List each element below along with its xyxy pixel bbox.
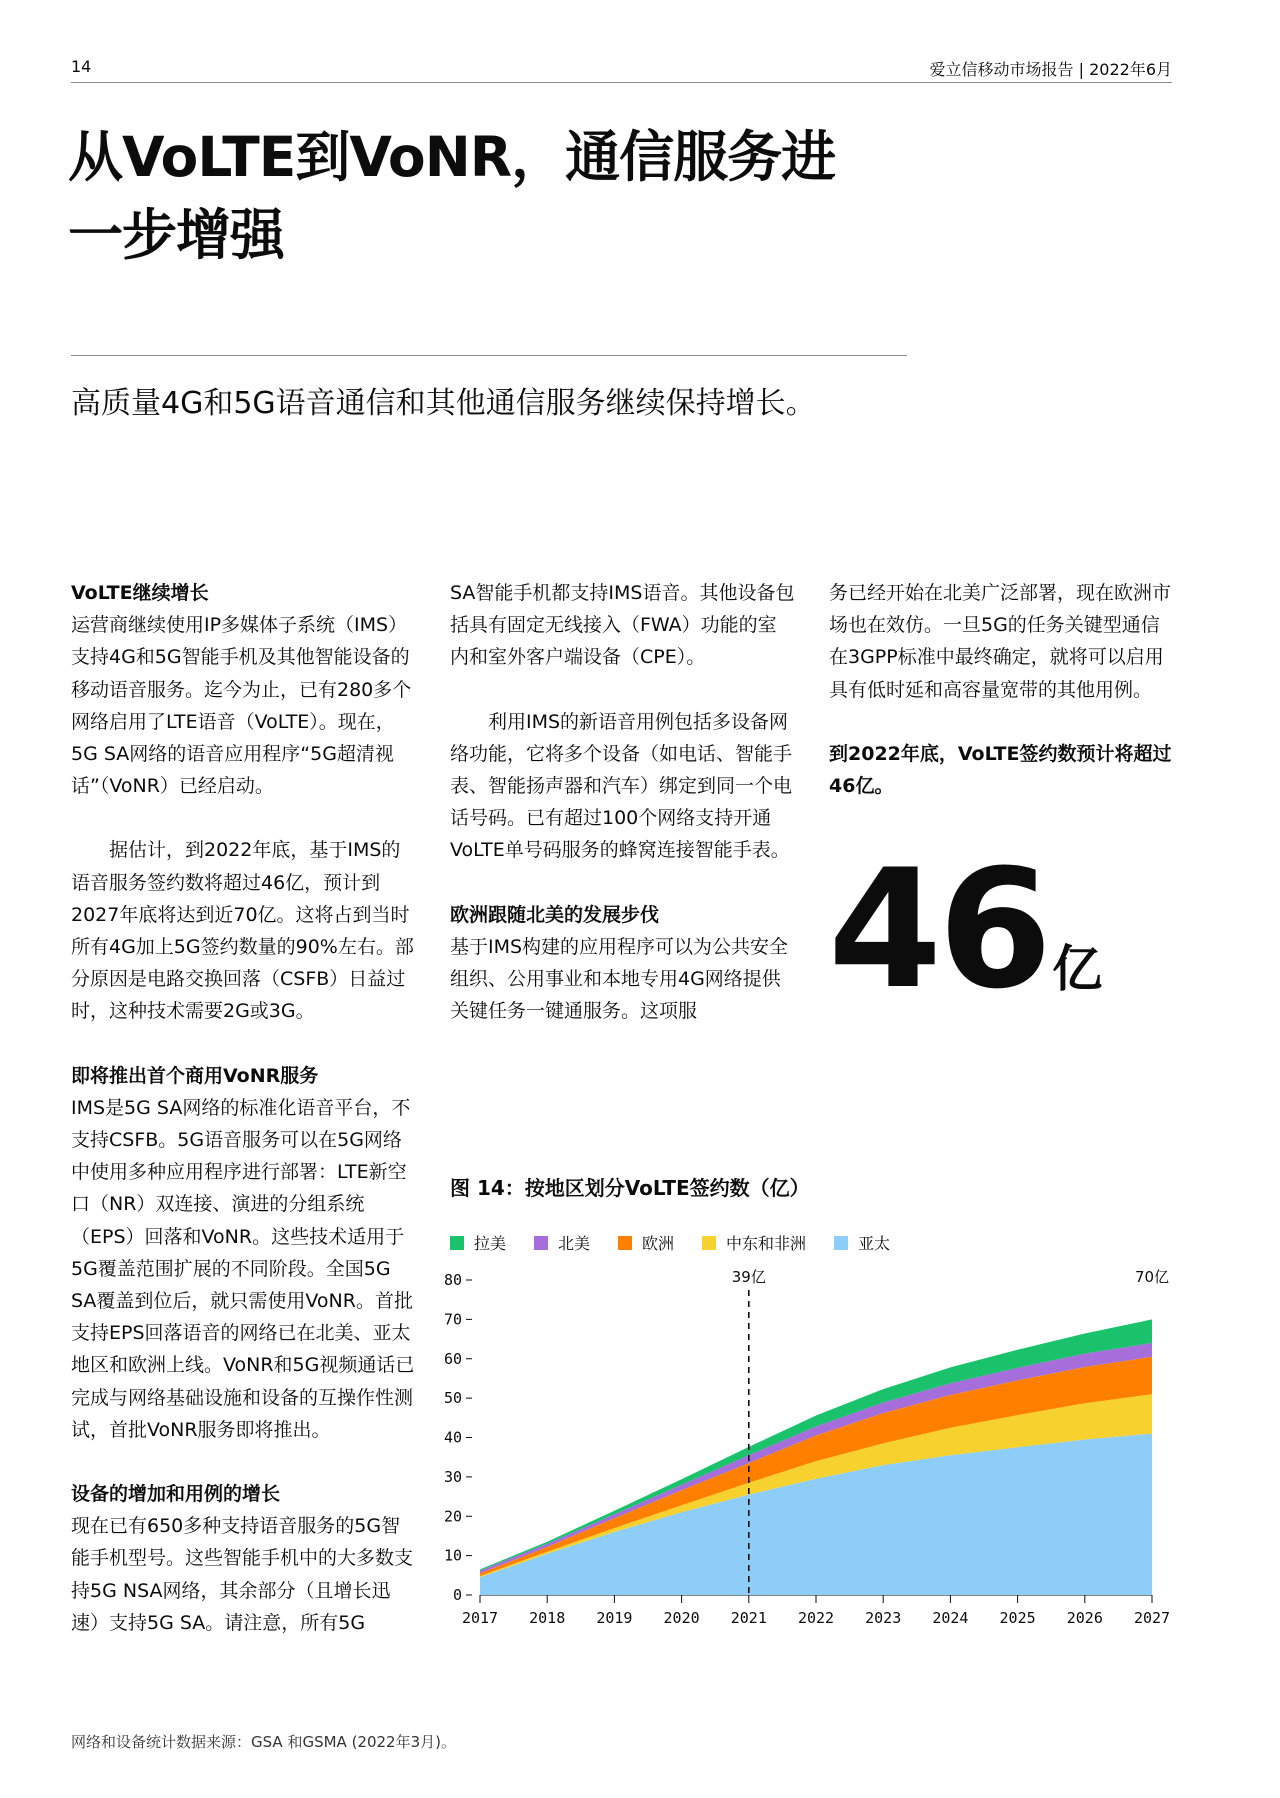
text-column-3 — [829, 577, 1174, 802]
legend-swatch — [534, 1236, 548, 1250]
x-tick-label: 2026 — [1066, 1609, 1103, 1627]
y-tick-label: 20 — [443, 1507, 462, 1526]
big-unit: 亿 — [1052, 940, 1103, 998]
legend-label: 中东和非洲 — [726, 1234, 807, 1253]
subtitle: 高质量4G和5G语音通信和其他通信服务继续保持增长。 — [71, 386, 816, 421]
text-column-2 — [450, 577, 795, 1027]
x-tick-label: 2027 — [1133, 1609, 1171, 1627]
x-tick-label: 2023 — [865, 1609, 902, 1627]
y-tick-label: 60 — [443, 1349, 462, 1368]
x-tick-label: 2025 — [999, 1609, 1036, 1627]
paragraph: 现在已有650多种支持语音服务的5G智能手机型号。这些智能手机中的大多数支持5G NSA网络，其余部分（且增长迅速）支持5G SA。请注意，所有5G — [71, 1515, 414, 1634]
y-tick-label: 80 — [443, 1271, 462, 1289]
header-divider — [71, 82, 1172, 83]
paragraph: 据估计，到2022年底，基于IMS的语音服务签约数将超过46亿，预计到2027年底将达到近70亿。这将占到当时所有4G加上5G签约数量的90%左右。部分原因是电路交换回落（CSFB）日益过时，这种技术需要2G或3G。 — [71, 839, 414, 1023]
marker-label: 39亿 — [731, 1268, 766, 1286]
paragraph: SA智能手机都支持IMS语音。其他设备包括具有固定无线接入（FWA）功能的室内和室外客户端设备（CPE）。 — [450, 582, 795, 669]
paragraph: 利用IMS的新语音用例包括多设备网络功能，它将多个设备（如电话、智能手表、智能扬声器和汽车）绑定到同一个电话号码。已有超过100个网络支持开通VoLTE单号码服务的蜂窝连接智能手表。 — [450, 710, 793, 862]
end-value-label: 70亿 — [1134, 1268, 1170, 1286]
x-tick-label: 2021 — [730, 1609, 767, 1627]
legend-item — [450, 1231, 506, 1254]
chart-legend — [450, 1231, 918, 1254]
legend-swatch — [450, 1236, 464, 1250]
paragraph: 运营商继续使用IP多媒体子系统（IMS）支持4G和5G智能手机及其他智能设备的移动语音服务。迄今为止，已有280多个网络启用了LTE语音（VoLTE）。现在，5G SA网络的语音应用程序“5G超清视话”（VoNR）已经启动。 — [71, 614, 412, 798]
x-tick-label: 2024 — [932, 1609, 969, 1627]
x-tick-label: 2018 — [529, 1609, 566, 1627]
page-number: 14 — [71, 57, 92, 76]
y-tick-label: 40 — [443, 1428, 462, 1447]
y-tick-label: 50 — [443, 1389, 462, 1408]
x-tick-label: 2020 — [663, 1609, 700, 1627]
section-heading: VoLTE继续增长 — [71, 582, 209, 604]
big-number: 46 — [828, 834, 1049, 1025]
legend-swatch — [702, 1236, 716, 1250]
legend-label: 北美 — [558, 1234, 591, 1253]
x-tick-label: 2019 — [596, 1609, 633, 1627]
y-tick-label: 70 — [443, 1310, 462, 1329]
volte-area-chart — [420, 1255, 1200, 1635]
report-meta: 爱立信移动市场报告 | 2022年6月 — [929, 60, 1172, 79]
legend-item — [702, 1231, 806, 1254]
section-heading: 即将推出首个商用VoNR服务 — [71, 1064, 319, 1087]
x-tick-label: 2022 — [797, 1609, 835, 1627]
big-statistic — [828, 834, 1103, 1025]
y-tick-label: 10 — [443, 1546, 462, 1565]
y-tick-label: 0 — [452, 1586, 462, 1604]
section-heading: 欧洲跟随北美的发展步伐 — [450, 903, 660, 926]
legend-item — [618, 1231, 674, 1254]
y-tick-label: 30 — [443, 1467, 462, 1486]
legend-swatch — [834, 1236, 848, 1250]
text-column-1 — [71, 577, 416, 1639]
legend-label: 亚太 — [858, 1234, 891, 1253]
legend-item — [834, 1231, 890, 1254]
footnote: 网络和设备统计数据来源：GSA 和GSMA (2022年3月)。 — [71, 1733, 456, 1751]
legend-label: 拉美 — [474, 1234, 507, 1253]
paragraph: IMS是5G SA网络的标准化语音平台，不支持CSFB。5G语音服务可以在5G网络中使用多种应用程序进行部署：LTE新空口（NR）双连接、演进的分组系统（EPS）回落和VoNR。这些技术适用于5G覆盖范围扩展的不同阶段。全国5G SA覆盖到位后，就只需使用VoNR。首批支持EPS回落语音的网络已在北美、亚太地区和欧洲上线。VoNR和5G视频通话已完成与网络基础设施和设备的互操作性测试，首批VoNR服务即将推出。 — [71, 1096, 415, 1441]
legend-swatch — [618, 1236, 632, 1250]
paragraph: 基于IMS构建的应用程序可以为公共安全组织、公用事业和本地专用4G网络提供关键任务一键通服务。这项服 — [450, 935, 789, 1023]
highlight-statement: 到2022年底，VoLTE签约数预计将超过46亿。 — [829, 742, 1172, 798]
legend-item — [534, 1231, 590, 1254]
x-tick-label: 2017 — [461, 1609, 499, 1627]
legend-label: 欧洲 — [642, 1234, 675, 1253]
page-title — [68, 118, 968, 274]
paragraph: 务已经开始在北美广泛部署，现在欧洲市场也在效仿。一旦5G的任务关键型通信在3GPP标准中最终确定，就将可以启用具有低时延和高容量宽带的其他用例。 — [829, 582, 1172, 701]
page-title-line: 从VoLTE到VoNR，通信服务进 — [68, 125, 836, 189]
title-divider — [71, 355, 907, 356]
section-heading: 设备的增加和用例的增长 — [71, 1483, 281, 1506]
page-title-line: 一步增强 — [68, 203, 285, 267]
chart-title: 图 14：按地区划分VoLTE签约数（亿） — [450, 1176, 810, 1200]
